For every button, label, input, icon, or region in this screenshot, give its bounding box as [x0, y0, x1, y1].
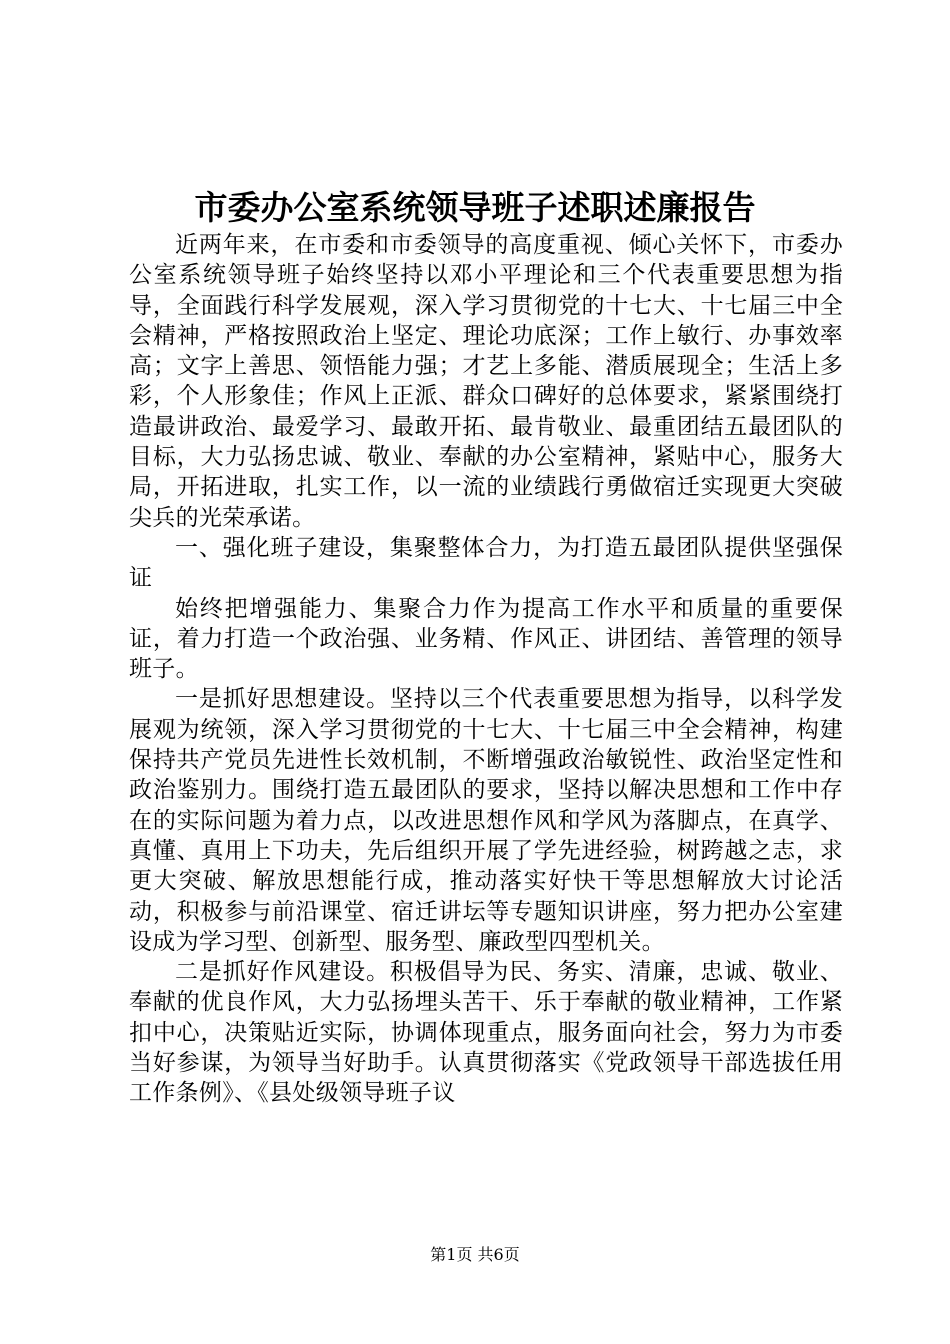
paragraph-thought-building: 一是抓好思想建设。坚持以三个代表重要思想为指导，以科学发展观为统领，深入学习贯彻党的十七大、十七届三中全会精神，构建保持共产党员先进性长效机制，不断增强政治敏锐性、政治坚定性和政治鉴别力。围绕打造五最团队的要求，坚持以解决思想和工作中存在的实际问题为着力点，以改进思想作风和学风为落脚点，在真学、真懂、真用上下功夫，先后组织开展了学先进经验，树跨越之志，求更大突破、解放思想能行成，推动落实好快干等思想解放大讨论活动，积极参与前沿课堂、宿迁讲坛等专题知识讲座，努力把办公室建设成为学习型、创新型、服务型、廉政型四型机关。 — [129, 686, 843, 955]
section-heading-1: 一、强化班子建设，集聚整体合力，为打造五最团队提供坚强保证 — [129, 534, 843, 592]
paragraph-section-1-summary: 始终把增强能力、集聚合力作为提高工作水平和质量的重要保证，着力打造一个政治强、业务精、作风正、讲团结、善管理的领导班子。 — [129, 595, 843, 683]
document-body — [129, 230, 843, 1109]
page-number-footer: 第1页 共6页 — [430, 1245, 520, 1264]
document-title: 市委办公室系统领导班子述职述廉报告 — [194, 188, 756, 227]
paragraph-intro: 近两年来，在市委和市委领导的高度重视、倾心关怀下，市委办公室系统领导班子始终坚持以邓小平理论和三个代表重要思想为指导，全面践行科学发展观，深入学习贯彻党的十七大、十七届三中全会精神，严格按照政治上坚定、理论功底深；工作上敏行、办事效率高；文字上善思、领悟能力强；才艺上多能、潜质展现全；生活上多彩，个人形象佳；作风上正派、群众口碑好的总体要求，紧紧围绕打造最讲政治、最爱学习、最敢开拓、最肯敬业、最重团结五最团队的目标，大力弘扬忠诚、敬业、奉献的办公室精神，紧贴中心，服务大局，开拓进取，扎实工作，以一流的业绩践行勇做宿迁实现更大突破尖兵的光荣承诺。 — [129, 232, 843, 531]
paragraph-style-building: 二是抓好作风建设。积极倡导为民、务实、清廉，忠诚、敬业、奉献的优良作风，大力弘扬埋头苦干、乐于奉献的敬业精神，工作紧扣中心，决策贴近实际，协调体现重点，服务面向社会，努力为市委当好参谋，为领导当好助手。认真贯彻落实《党政领导干部选拔任用工作条例》、《县处级领导班子议 — [129, 959, 843, 1107]
